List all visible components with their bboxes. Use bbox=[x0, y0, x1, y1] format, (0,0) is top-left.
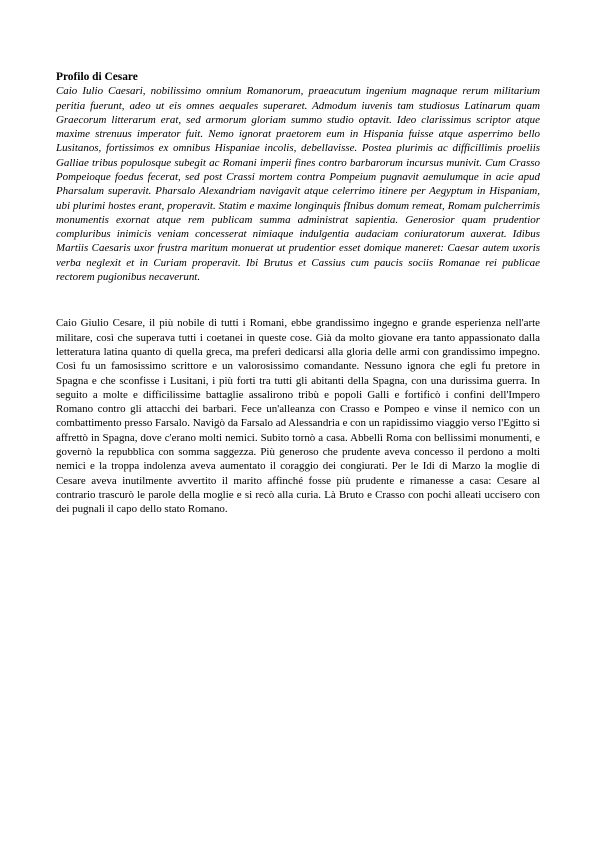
document-page bbox=[56, 71, 540, 517]
document-title: Profilo di Cesare bbox=[56, 71, 138, 83]
italian-paragraph: Caio Giulio Cesare, il più nobile di tutti i Romani, ebbe grandissimo ingegno e grande esperienza nell'arte militare, così che superava tutti i coetanei in queste cose. Già da molto giovane era tanto appassionato dalla letteratura latina quanto di quella greca, ma preferì dedicarsi alla gloria delle armi con grandissimo impegno. Così fu un famosissimo scrittore e un valorosissimo comandante. Nessuno ignora che egli fu pretore in Spagna e che sconfisse i Lusitani, i più forti tra tutti gli abitanti della Spagna, con una durissima guerra. In seguito a molte e difficilissime battaglie assalirono tribù e popoli Galli e fortificò i confini dell'Impero Romano contro gli attacchi dei barbari. Fece un'alleanza con Crasso e Pompeo e vinse il nemico con un combattimento presso Farsalo. Navigò da Farsalo ad Alessandria e con un rapidissimo viaggio verso l'Egitto si affrettò in Spagna, dove c'erano molti nemici. Subito tornò a casa. Abbellì Roma con bellissimi monumenti, e governò la repubblica con somma saggezza. Più generoso che prudente aveva concesso il perdono a molti nemici e la troppa indolenza aveva aumentato il coraggio dei congiurati. Per le Idi di Marzo la moglie di Cesare aveva inutilmente avvertito il marito affinché fosse più prudente e rimanesse a casa: Cesare al contrario trascurò le parole della moglie e si recò alla curia. Là Bruto e Crasso con pochi alleati uccisero con dei pugnali il capo dello stato Romano. bbox=[56, 317, 540, 516]
paragraph-spacer bbox=[56, 284, 540, 316]
latin-paragraph: Caio Iulio Caesari, nobilissimo omnium Romanorum, praeacutum ingenium magnaque rerum militarium peritia fuerunt, adeo ut eis omnes aequales superaret. Admodum iuvenis tam studiosus Latinarum quam Graecorum litterarum erat, sed armorum gloriam summo studio optavit. Ideo clarissimus scriptor atque maxime strenuus imperator fuit. Nemo ignorat praetorem eum in Hispania fuisse atque asperrimo bello Lusitanos, fortissimos ex omnibus Hispaniae incolis, debellavisse. Postea plurimis ac difficillimis proeliis Galliae tribus populosque subegit ac Romani imperii fines contro barbarorum incursus munivit. Cum Crasso Pompeioque foedus fecerat, sed post Crassi mortem contra Pompeium pugnavit aemulumque in acie apud Pharsalum superavit. Pharsalo Alexandriam navigavit atque celerrimo itinere per Aegyptum in Hispaniam, ubi plurimi hostes erant, properavit. Statim e maxime longinquis fInibus domum remeat, Romam pulcherrimis monumentis exornat atque rem publicam summa administrat sapientia. Generosior quam prudentior compluribus inimicis veniam concesserat nimiaque indulgentia audaciam coniuratorum auxerat. Idibus Martiis Caesaris uxor frustra maritum monuerat ut prudentior esset domique maneret: Caesar autem uxoris verba neglexit et in Curiam properavit. Ibi Brutus et Cassius cum paucis sociis Romanae rei publicae rectorem pugionibus necaverunt. bbox=[56, 85, 540, 284]
